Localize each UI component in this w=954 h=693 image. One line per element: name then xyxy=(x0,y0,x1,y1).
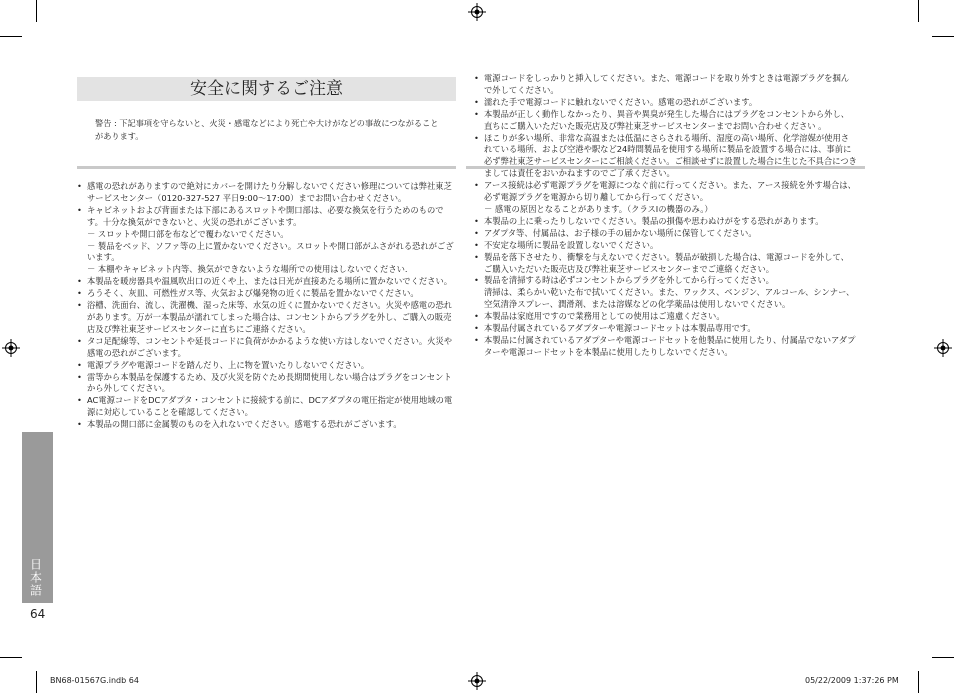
crop-mark xyxy=(36,671,37,693)
list-item xyxy=(474,228,857,240)
left-column xyxy=(77,181,455,431)
list-item xyxy=(474,335,857,359)
registration-mark-icon xyxy=(934,339,952,357)
list-item xyxy=(77,181,455,205)
list-item xyxy=(474,180,857,216)
list-item xyxy=(474,73,857,97)
item-text: • アース接続は必ず電源プラグを電源につなぐ前に行ってください。また、アース接続を外す場合は、必ず電源プラグを電源から切り離してから行ってください。 xyxy=(484,180,856,203)
item-subtext: － 感電の原因となることがあります。（クラスⅠの機器のみ。） xyxy=(484,203,713,214)
language-tab-label: 日本語 xyxy=(28,558,43,597)
item-text: • 本製品の上に乗ったりしないでください。製品の損傷や思わぬけがをする恐れがあります。 xyxy=(484,215,824,226)
crop-mark xyxy=(918,671,919,693)
list-item xyxy=(77,336,455,360)
crop-mark xyxy=(36,0,37,22)
list-item xyxy=(474,252,857,276)
section-divider xyxy=(77,166,456,169)
list-item xyxy=(474,216,857,228)
item-text: • 本製品を暖房器具や温風吹出口の近くや上、または日光が直接あたる場所に置かないでください。 xyxy=(87,276,453,287)
list-item xyxy=(474,240,857,252)
warning-text: 警告 : 下記事項を守らないと、火災・感電などにより死亡や大けがなどの事故につながることがあります。 xyxy=(95,118,439,141)
item-subtext: 清掃は、柔らかい乾いた布で拭いてください。また、ワックス、ベンジン、アルコール、シンナー、空気清浄スプレー、潤滑剤、または溶媒などの化学薬品は使用しないでください。 xyxy=(484,287,855,310)
item-text: • 電源コードをしっかりと挿入してください。また、電源コードを取り外すときは電源プラグを掴んで外してください。 xyxy=(484,73,850,95)
item-subtext: － 本棚やキャビネット内等、換気ができないような場所での使用はしないでください. xyxy=(87,264,408,275)
page-title: 安全に関するご注意 xyxy=(77,77,456,101)
item-text: • ほこりが多い場所、非常な高温または低温にさらされる場所、湿度の高い場所、化学溶媒が使用されている場所、および空港や駅など24時間製品を使用する場所に製品を設置する場合には、事前に必ず弊社東芝サービスセンターにご相談ください。ご相談せずに設置した場合に生じた不具合につきましては責任をおいかねますのでご了承ください。 xyxy=(484,132,857,179)
list-item xyxy=(77,419,455,431)
list-item xyxy=(77,360,455,372)
list-item xyxy=(474,311,857,323)
item-text: • 不安定な場所に製品を設置しないでください。 xyxy=(484,239,659,250)
list-item xyxy=(474,323,857,335)
item-text: • 電源プラグや電源コードを踏んだり、上に物を置いたりしないでください。 xyxy=(87,359,370,370)
list-item xyxy=(474,109,857,133)
list-item xyxy=(474,97,857,109)
crop-mark xyxy=(932,36,954,37)
list-item xyxy=(77,372,455,396)
item-subtext: － 製品をベッド、ソファ等の上に置かないでください。スロットや開口部がふさがれる恐れがございます。 xyxy=(87,240,454,263)
item-text: • 濡れた手で電源コードに触れないでください。感電の恐れがございます。 xyxy=(484,96,758,107)
list-item xyxy=(77,205,455,276)
registration-mark-icon xyxy=(468,672,486,690)
crop-mark xyxy=(0,36,22,37)
item-text: • 本製品が正しく動作しなかったり、異音や異臭が発生した場合にはプラグをコンセントから外し、直ちにご購入いただいた販売店及び弊社東芝サービスセンターまでお問い合わせください 。 xyxy=(484,108,850,131)
list-item xyxy=(77,395,455,419)
registration-mark-icon xyxy=(468,3,486,21)
item-text: • 本製品に付属されているアダプターや電源コードセットを他製品に使用したり、付属品でないアダプターや電源コードセットを本製品に使用したりしないでください。 xyxy=(484,334,856,357)
item-text: • タコ足配線等、コンセントや延長コードに負荷がかかるような使い方はしないでください。火災や感電の恐れがございます。 xyxy=(87,335,453,358)
crop-mark xyxy=(932,657,954,658)
footer-file: BN68-01567G.indb 64 xyxy=(50,676,139,685)
list-item xyxy=(77,276,455,288)
footer-datetime: 05/22/2009 1:37:26 PM xyxy=(805,676,899,685)
item-text: • 雷等から本製品を保護するため、及び火災を防ぐため長期間使用しない場合はプラグをコンセントから外してください。 xyxy=(87,371,452,394)
crop-mark xyxy=(0,657,22,658)
item-text: • キャビネットおよび背面または下部にあるスロットや開口部は、必要な換気を行うためのものです。十分な換気ができないと、火災の恐れがございます。 xyxy=(87,204,444,227)
item-text: • ろうそく、灰皿、可燃性ガス等、火気および爆発物の近くに製品を置かないでください。 xyxy=(87,288,419,299)
item-text: • 製品を落下させたり、衝撃を与えないでください。製品が破損した場合は、電源コードを外して、ご購入いただいた販売店及び弊社東芝サービスセンターまでご連絡ください。 xyxy=(484,251,849,274)
list-item xyxy=(77,300,455,336)
list-item xyxy=(474,275,857,311)
page-number: 64 xyxy=(30,607,46,621)
item-subtext: － スロットや開口部を布などで覆わないでください。 xyxy=(87,228,289,239)
language-tab xyxy=(22,432,53,603)
item-text: • 製品を清掃する時は必ずコンセントからプラグを外してから行ってください。 xyxy=(484,275,774,286)
item-text: • 感電の恐れがありますので絶対にカバーを開けたり分解しないでください修理については弊社東芝サービスセンター（0120-327-527 平日9:00～17:00）までお問い合わせください。 xyxy=(87,181,452,203)
list-item xyxy=(77,288,455,300)
item-text: • アダプタ等、付属品は、お子様の手の届かない場所に保管してください。 xyxy=(484,227,757,238)
item-text: • 本製品の開口部に金属製のものを入れないでください。感電する恐れがございます。 xyxy=(87,419,402,430)
item-text: • 浴槽、洗面台、流し、洗濯機、湿った床等、水気の近くに置かないでください。火災や感電の恐れがあります。万が一本製品が濡れてしまった場合は、コンセントからプラグを外し、ご購入の販売店及び弊社東芝サービスセンターに直ちにご連絡ください。 xyxy=(87,300,453,334)
item-text: • 本製品は家庭用ですので業務用としての使用はご遠慮ください。 xyxy=(484,311,725,322)
crop-mark xyxy=(918,0,919,22)
item-text: • 本製品付属されているアダプターや電源コードセットは本製品専用です。 xyxy=(484,323,756,334)
registration-mark-icon xyxy=(2,339,20,357)
list-item xyxy=(474,133,857,181)
right-column xyxy=(474,73,857,359)
item-text: • AC電源コードをDCアダプタ・コンセントに接続する前に、DCアダプタの電圧指定が使用地域の電源に対応していることを確認してください。 xyxy=(87,395,453,418)
